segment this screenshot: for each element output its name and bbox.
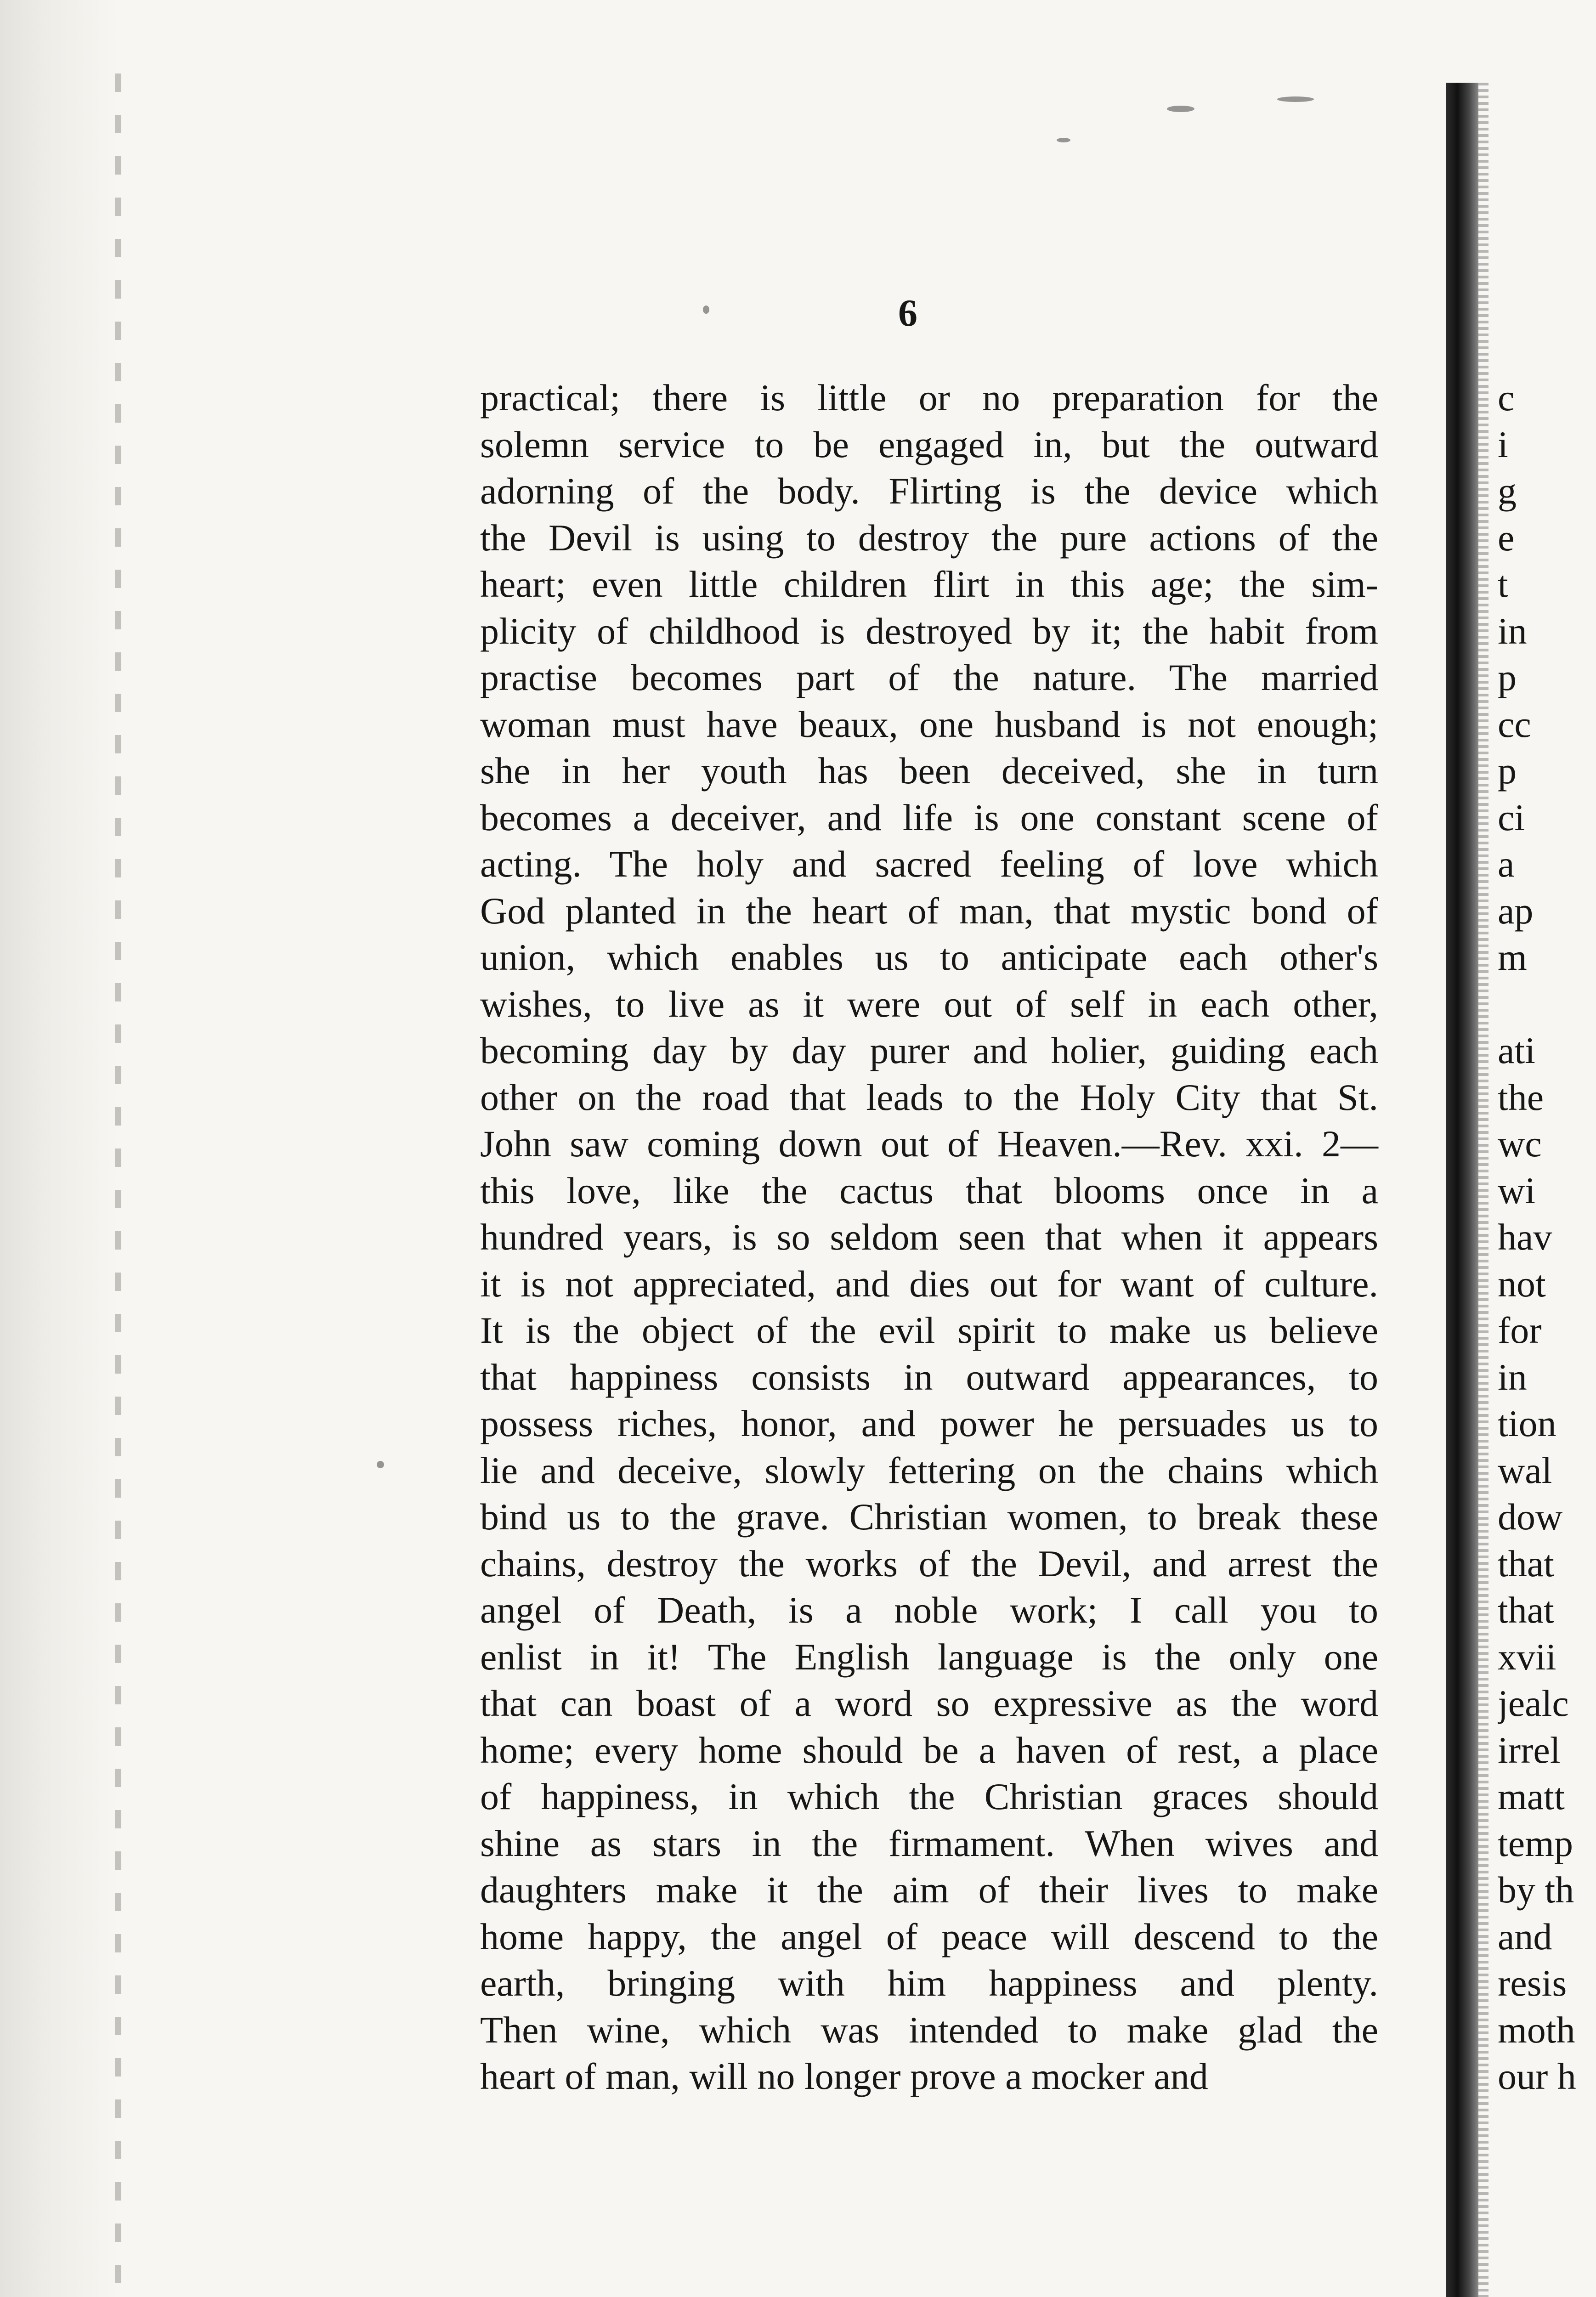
facing-page-line-fragment: temp (1498, 1822, 1573, 1864)
facing-page-line-fragment: g (1498, 470, 1517, 512)
facing-page-line-fragment: by th (1498, 1869, 1574, 1911)
scan-speck (1167, 106, 1194, 112)
text-line: chains, destroy the works of the Devil, and arrest the (480, 1542, 1378, 1584)
text-line: other on the road that leads to the Holy City that St. (480, 1076, 1378, 1118)
facing-page-line-fragment: resis (1498, 1962, 1567, 2004)
facing-page-line-fragment: the (1498, 1076, 1544, 1118)
scan-speck (1057, 138, 1070, 142)
facing-page-line-fragment: hav (1498, 1216, 1552, 1258)
text-line: that happiness consists in outward appearances, to (480, 1356, 1378, 1398)
facing-page-line-fragment: xvii (1498, 1635, 1556, 1678)
facing-page-line-fragment: m (1498, 936, 1527, 978)
text-line: practise becomes part of the nature. The married (480, 656, 1378, 698)
facing-page-line-fragment: matt (1498, 1776, 1565, 1817)
text-line: solemn service to be engaged in, but the outward (480, 423, 1378, 465)
facing-page-line-fragment: ci (1498, 796, 1525, 838)
text-line: daughters make it the aim of their lives to make (480, 1869, 1378, 1911)
book-spine-fringe (1478, 83, 1488, 2297)
text-line: it is not appreciated, and dies out for want of culture. (480, 1262, 1378, 1305)
facing-page-line-fragment: that (1498, 1589, 1554, 1631)
text-line: God planted in the heart of man, that mystic bond of (480, 889, 1378, 932)
text-line: earth, bringing with him happiness and plenty. (480, 1962, 1378, 2004)
facing-page-line-fragment: not (1498, 1262, 1546, 1305)
facing-page-line-fragment: t (1498, 563, 1508, 605)
text-line: of happiness, in which the Christian graces should (480, 1776, 1378, 1817)
facing-page-line-fragment: dow (1498, 1496, 1563, 1538)
text-line: shine as stars in the firmament. When wives and (480, 1822, 1378, 1864)
facing-page-line-fragment: in (1498, 1356, 1527, 1398)
facing-page-line-fragment: jealc (1498, 1682, 1569, 1724)
facing-page-line-fragment: i (1498, 423, 1508, 465)
text-line: plicity of childhood is destroyed by it; the habit from (480, 610, 1378, 652)
main-text-column (480, 374, 1378, 2100)
scan-left-edge-mark (115, 74, 121, 2297)
text-line: she in her youth has been deceived, she in turn (480, 750, 1378, 792)
text-line: union, which enables us to anticipate each other's (480, 936, 1378, 978)
text-line: home happy, the angel of peace will descend to the (480, 1915, 1378, 1958)
text-line: angel of Death, is a noble work; I call you to (480, 1589, 1378, 1631)
facing-page-line-fragment: for (1498, 1309, 1542, 1351)
facing-page-line-fragment: e (1498, 516, 1515, 559)
text-line: home; every home should be a haven of rest, a place (480, 1729, 1378, 1771)
scan-speck (1277, 96, 1314, 102)
facing-page-line-fragment: and (1498, 1915, 1552, 1958)
scan-speck (377, 1461, 384, 1468)
facing-page-line-fragment: wc (1498, 1123, 1542, 1165)
scan-left-margin (0, 0, 119, 2297)
facing-page-line-fragment: tion (1498, 1403, 1556, 1444)
facing-page-line-fragment: wi (1498, 1169, 1535, 1211)
text-line: possess riches, honor, and power he persuades us to (480, 1403, 1378, 1444)
text-line: that can boast of a word so expressive as the word (480, 1682, 1378, 1724)
text-line: hundred years, is so seldom seen that when it appears (480, 1216, 1378, 1258)
facing-page-line-fragment: p (1498, 656, 1517, 698)
facing-page-line-fragment: wal (1498, 1449, 1552, 1491)
facing-page-line-fragment: a (1498, 843, 1515, 885)
text-line: John saw coming down out of Heaven.—Rev. xxi. 2— (480, 1123, 1378, 1165)
text-line: heart; even little children flirt in this age; the sim- (480, 563, 1378, 605)
text-line: enlist in it! The English language is the only one (480, 1635, 1378, 1678)
text-line: the Devil is using to destroy the pure actions of the (480, 516, 1378, 559)
text-line: becomes a deceiver, and life is one constant scene of (480, 796, 1378, 838)
facing-page-line-fragment: in (1498, 610, 1527, 652)
facing-page-line-fragment: cc (1498, 703, 1531, 745)
text-line: woman must have beaux, one husband is not enough; (480, 703, 1378, 745)
page-number: 6 (898, 292, 917, 334)
text-line: acting. The holy and sacred feeling of love which (480, 843, 1378, 885)
facing-page-line-fragment (1498, 981, 1596, 1028)
text-line: Then wine, which was intended to make glad the (480, 2008, 1378, 2051)
text-line: this love, like the cactus that blooms once in a (480, 1169, 1378, 1211)
text-line: wishes, to live as it were out of self in each other, (480, 983, 1378, 1025)
facing-page-text-fragment (1498, 374, 1596, 2100)
book-spine-shadow (1446, 83, 1478, 2297)
facing-page-line-fragment: our h (1498, 2055, 1576, 2097)
facing-page-line-fragment: moth (1498, 2008, 1575, 2051)
text-line: bind us to the grave. Christian women, to break these (480, 1496, 1378, 1538)
facing-page-line-fragment: c (1498, 377, 1515, 419)
text-line: lie and deceive, slowly fettering on the chains which (480, 1449, 1378, 1491)
facing-page-line-fragment: irrel (1498, 1729, 1561, 1771)
text-line: adorning of the body. Flirting is the device which (480, 470, 1378, 512)
text-line: heart of man, will no longer prove a mocker and (480, 2055, 1208, 2097)
facing-page-line-fragment: that (1498, 1542, 1554, 1584)
text-line: becoming day by day purer and holier, guiding each (480, 1030, 1378, 1071)
scan-speck (703, 306, 709, 314)
facing-page-line-fragment: ati (1498, 1030, 1535, 1071)
facing-page-line-fragment: ap (1498, 889, 1534, 932)
facing-page-line-fragment: p (1498, 750, 1517, 792)
text-line: practical; there is little or no preparation for the (480, 377, 1378, 419)
text-line: It is the object of the evil spirit to make us believe (480, 1309, 1378, 1351)
